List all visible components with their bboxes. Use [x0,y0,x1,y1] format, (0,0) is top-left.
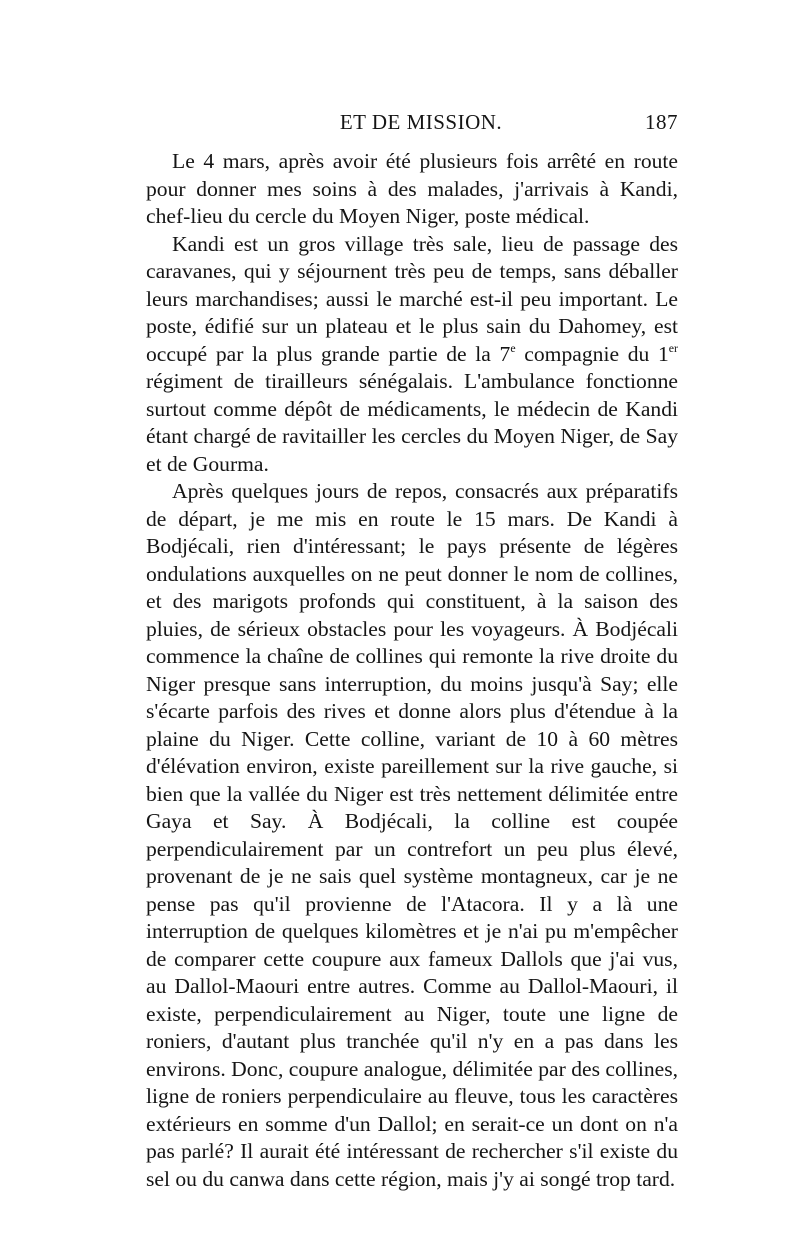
paragraph [146,148,678,231]
paragraph-text: Le 4 mars, après avoir été plusieurs fois arrêté en route pour donner mes soins à des malades, j'arrivais à Kandi, chef-lieu du cercle du Moyen Niger, poste médical. [146,149,678,228]
running-head [146,100,678,140]
page-number: 187 [645,110,678,134]
running-title: ET DE MISSION. [339,110,503,134]
paragraph-text: Kandi est un gros village très sale, lieu de passage des caravanes, qui y séjournent très peu de temps, sans déballer leurs marchandises; aussi le marché est-il peu important. Le poste, édifié sur un plateau et le plus sain du Dahomey, est occupé par la plus grande partie de la 7 [146,231,678,366]
paragraph-text: Après quelques jours de repos, consacrés aux préparatifs de départ, je me mis en route le 15 mars. De Kandi à Bodjécali, rien d'intéressant; le pays présente de légères ondulations auxquelles on ne peut donner le nom de collines, et des marigots profonds qui constituent, à la saison des pluies, de sérieux obstacles pour les voyageurs. À Bodjécali commence la chaîne de collines qui remonte la rive droite du Niger presque sans interruption, du moins jusqu'à Say; elle s'écarte parfois des rives et donne alors plus d'étendue à la plaine du Niger. Cette colline, variant de 10 à 60 mètres d'élévation environ, existe pareillement sur la rive gauche, si bien que la vallée du Niger est très nettement délimitée entre Gaya et Say. À Bodjécali, la colline est coupée perpendiculairement par un contrefort un peu plus élevé, provenant de je ne sais quel système montagneux, car je ne pense pas qu'il provienne de l'Atacora. Il y a là une interruption de quelques kilomètres et je n'ai pu m'empêcher de comparer cette coupure aux fameux Dallols que j'ai vus, au Dallol-Maouri entre autres. Comme au Dallol-Maouri, il existe, perpendiculairement au Niger, toute une ligne de roniers, d'autant plus tranchée qu'il n'y en a pas dans les environs. Donc, coupure analogue, délimitée par des collines, ligne de roniers perpendiculaire au fleuve, tous les caractères extérieurs en somme d'un Dallol; en serait-ce un dont on n'a pas parlé? Il aurait été intéressant de rechercher s'il existe du sel ou du canwa dans cette région, mais j'y ai songé trop tard. [146,479,678,1191]
ordinal-superscript: e [510,340,516,355]
paragraph-text: compagnie du 1 [515,341,669,366]
paragraph [146,231,678,479]
ordinal-superscript: er [668,340,678,355]
body-text [146,148,678,1193]
paragraph-text: régiment de tirailleurs sénégalais. L'ambulance fonctionne surtout comme dépôt de médicaments, le médecin de Kandi étant chargé de ravitailler les cercles du Moyen Niger, de Say et de Gourma. [146,369,678,476]
paragraph [146,478,678,1193]
